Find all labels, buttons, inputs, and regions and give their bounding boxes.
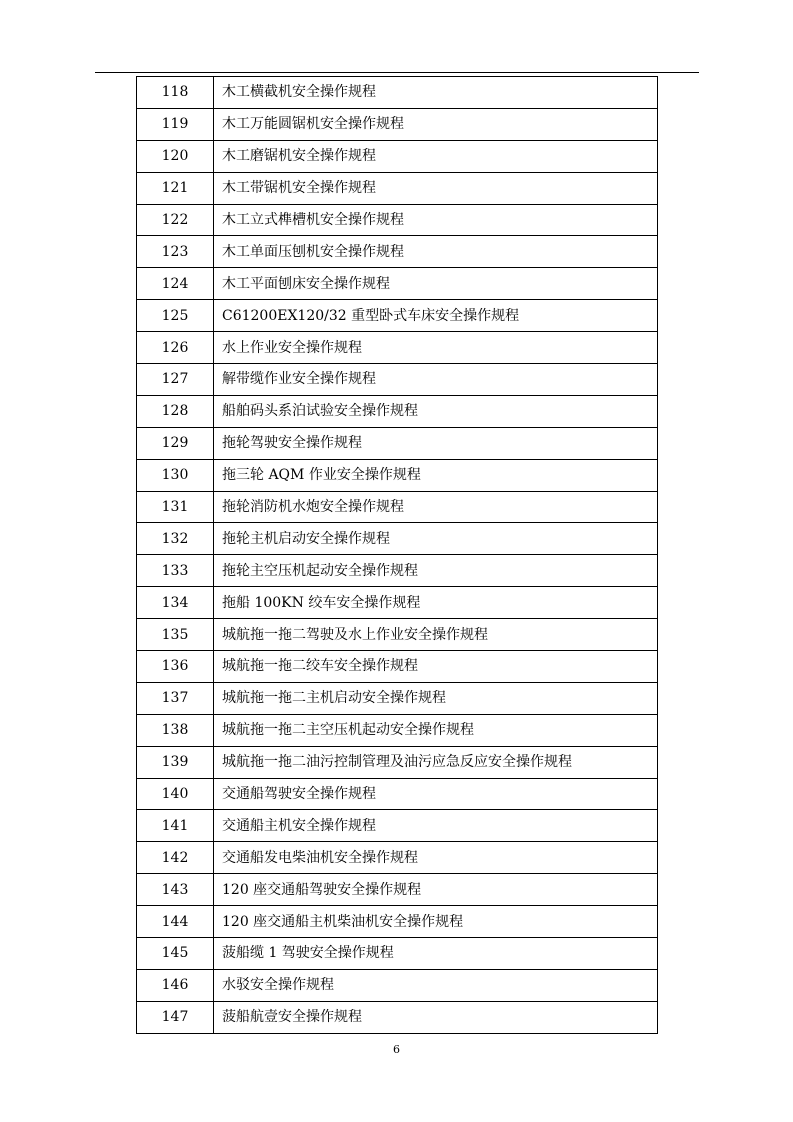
row-title: 城航拖一拖二油污控制管理及油污应急反应安全操作规程 <box>214 746 658 778</box>
table-row <box>137 300 658 332</box>
row-number: 134 <box>137 587 214 619</box>
row-number: 147 <box>137 1001 214 1033</box>
row-number: 136 <box>137 651 214 683</box>
row-number: 130 <box>137 459 214 491</box>
row-title: 木工磨锯机安全操作规程 <box>214 140 658 172</box>
table-row <box>137 332 658 364</box>
table-row <box>137 682 658 714</box>
table-row <box>137 587 658 619</box>
table-row <box>137 746 658 778</box>
row-number: 129 <box>137 427 214 459</box>
row-number: 122 <box>137 204 214 236</box>
table-row <box>137 108 658 140</box>
row-number: 139 <box>137 746 214 778</box>
row-number: 137 <box>137 682 214 714</box>
table-row <box>137 491 658 523</box>
table-row <box>137 842 658 874</box>
row-title: 木工平面刨床安全操作规程 <box>214 268 658 300</box>
table-row <box>137 969 658 1001</box>
row-title: 城航拖一拖二绞车安全操作规程 <box>214 651 658 683</box>
row-number: 138 <box>137 714 214 746</box>
row-number: 118 <box>137 77 214 109</box>
table-row <box>137 778 658 810</box>
row-number: 145 <box>137 938 214 970</box>
row-number: 120 <box>137 140 214 172</box>
row-number: 141 <box>137 810 214 842</box>
row-title: 交通船驾驶安全操作规程 <box>214 778 658 810</box>
row-title: 木工单面压刨机安全操作规程 <box>214 236 658 268</box>
row-title: 拖三轮 AQM 作业安全操作规程 <box>214 459 658 491</box>
row-number: 146 <box>137 969 214 1001</box>
row-number: 132 <box>137 523 214 555</box>
row-title: 城航拖一拖二主机启动安全操作规程 <box>214 682 658 714</box>
row-number: 128 <box>137 395 214 427</box>
table-row <box>137 1001 658 1033</box>
table-row <box>137 172 658 204</box>
row-title: 城航拖一拖二驾驶及水上作业安全操作规程 <box>214 619 658 651</box>
row-number: 131 <box>137 491 214 523</box>
row-title: 水驳安全操作规程 <box>214 969 658 1001</box>
row-title: 交通船主机安全操作规程 <box>214 810 658 842</box>
table-row <box>137 268 658 300</box>
row-number: 126 <box>137 332 214 364</box>
table-row <box>137 395 658 427</box>
procedure-table-body <box>137 77 658 1034</box>
row-title: 木工带锯机安全操作规程 <box>214 172 658 204</box>
row-title: 拖轮主空压机起动安全操作规程 <box>214 555 658 587</box>
table-row <box>137 938 658 970</box>
row-number: 143 <box>137 874 214 906</box>
table-row <box>137 874 658 906</box>
row-title: 菠船缆 1 驾驶安全操作规程 <box>214 938 658 970</box>
row-number: 121 <box>137 172 214 204</box>
row-number: 135 <box>137 619 214 651</box>
row-title: 木工万能圆锯机安全操作规程 <box>214 108 658 140</box>
row-title: 城航拖一拖二主空压机起动安全操作规程 <box>214 714 658 746</box>
row-number: 140 <box>137 778 214 810</box>
row-title: 解带缆作业安全操作规程 <box>214 364 658 396</box>
row-title: 交通船发电柴油机安全操作规程 <box>214 842 658 874</box>
procedure-table <box>136 76 658 1034</box>
row-number: 124 <box>137 268 214 300</box>
row-number: 127 <box>137 364 214 396</box>
row-title: 拖轮消防机水炮安全操作规程 <box>214 491 658 523</box>
table-row <box>137 364 658 396</box>
row-title: 拖船 100KN 绞车安全操作规程 <box>214 587 658 619</box>
table-row <box>137 651 658 683</box>
table-row <box>137 427 658 459</box>
row-title: 120 座交通船驾驶安全操作规程 <box>214 874 658 906</box>
row-title: 木工横截机安全操作规程 <box>214 77 658 109</box>
table-row <box>137 77 658 109</box>
row-number: 119 <box>137 108 214 140</box>
table-row <box>137 619 658 651</box>
table-row <box>137 810 658 842</box>
page-number: 6 <box>393 1043 400 1056</box>
row-title: 拖轮驾驶安全操作规程 <box>214 427 658 459</box>
table-row <box>137 523 658 555</box>
row-title: 120 座交通船主机柴油机安全操作规程 <box>214 906 658 938</box>
row-title: C61200EX120/32 重型卧式车床安全操作规程 <box>214 300 658 332</box>
row-title: 船舶码头系泊试验安全操作规程 <box>214 395 658 427</box>
table-row <box>137 236 658 268</box>
row-title: 木工立式榫槽机安全操作规程 <box>214 204 658 236</box>
row-number: 144 <box>137 906 214 938</box>
row-number: 125 <box>137 300 214 332</box>
row-number: 142 <box>137 842 214 874</box>
table-row <box>137 906 658 938</box>
header-rule <box>95 72 699 73</box>
table-row <box>137 714 658 746</box>
table-row <box>137 204 658 236</box>
row-title: 水上作业安全操作规程 <box>214 332 658 364</box>
row-number: 123 <box>137 236 214 268</box>
table-row <box>137 459 658 491</box>
row-number: 133 <box>137 555 214 587</box>
table-row <box>137 140 658 172</box>
table-row <box>137 555 658 587</box>
row-title: 拖轮主机启动安全操作规程 <box>214 523 658 555</box>
row-title: 菠船航壹安全操作规程 <box>214 1001 658 1033</box>
